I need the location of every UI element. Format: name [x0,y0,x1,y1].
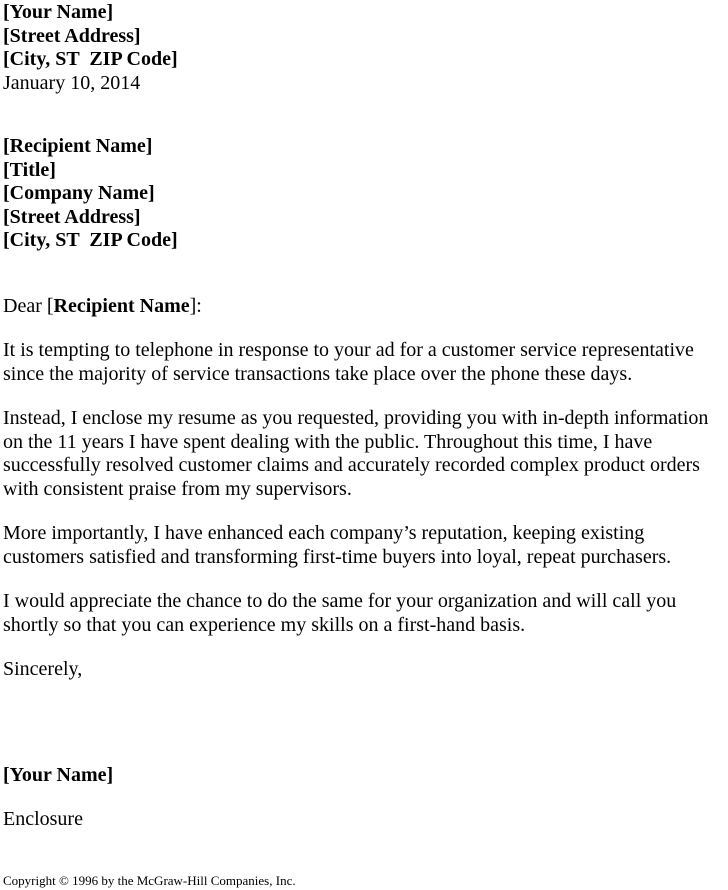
body-paragraph-2: Instead, I enclose my resume as you requested, providing you with in-depth information on the 11 years I have spent dealing with the public. Throughout this time, I have successfully resolved customer claims and accurately recorded complex product orders with consistent praise from my supervisors. [3,407,709,500]
body-paragraph-1: It is tempting to telephone in response to your ad for a customer service representative since the majority of service transactions take place over the phone these days. [3,339,694,385]
recipient-company-name: [Company Name] [3,182,155,204]
recipient-street-address: [Street Address] [3,205,141,228]
recipient-name: [Recipient Name] [3,135,153,157]
signature-name: [Your Name] [3,763,114,786]
body-paragraph-4: I would appreciate the chance to do the same for your organization and will call you shortly so that you can experience my skills on a first-hand basis. [3,590,677,636]
sender-block [3,1,714,95]
body-paragraph-3: More importantly, I have enhanced each company’s reputation, keeping existing customers satisfied and transforming first-time buyers into loyal, repeat purchasers. [3,522,672,568]
salutation-suffix: ]: [189,294,202,317]
salutation [3,295,714,319]
salutation-recipient-placeholder: Recipient Name [53,294,190,317]
recipient-city-state-zip: [City, ST ZIP Code] [3,229,178,251]
copyright-footer: Copyright © 1996 by the McGraw-Hill Companies, Inc. [3,873,296,888]
recipient-block [3,135,714,253]
sender-name: [Your Name] [3,1,114,23]
letter-date: January 10, 2014 [3,71,141,94]
recipient-title: [Title] [3,158,56,181]
closing-valediction: Sincerely, [3,658,83,680]
enclosure-note: Enclosure [3,808,83,830]
salutation-prefix: Dear [ [3,294,54,317]
sender-city-state-zip: [City, ST ZIP Code] [3,48,178,70]
sender-street-address: [Street Address] [3,24,141,47]
